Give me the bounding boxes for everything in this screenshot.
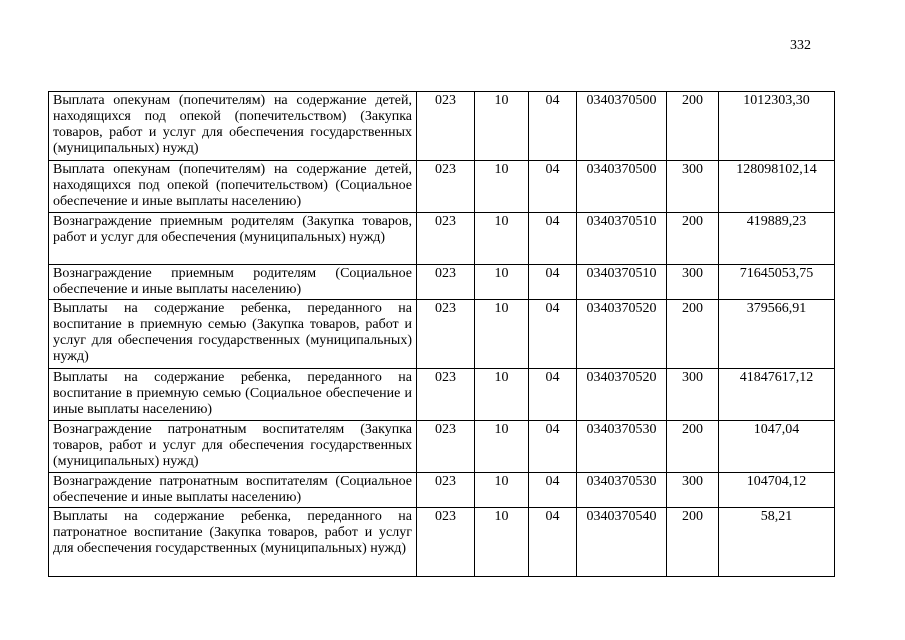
- row-vr: 300: [667, 161, 719, 213]
- row-csr: 0340370540: [577, 508, 667, 577]
- row-ved: 023: [417, 473, 475, 508]
- row-csr: 0340370510: [577, 265, 667, 300]
- table-row: [49, 300, 835, 369]
- row-description: Вознаграждение патронатным воспитателям (Закупка товаров, работ и услуг для обеспечения государственных (муниципальных) нужд): [49, 421, 417, 473]
- row-csr: 0340370510: [577, 213, 667, 265]
- row-vr: 200: [667, 300, 719, 369]
- row-vr: 300: [667, 473, 719, 508]
- row-pr: 04: [529, 508, 577, 577]
- row-csr: 0340370530: [577, 421, 667, 473]
- row-pr: 04: [529, 213, 577, 265]
- row-rz: 10: [475, 421, 529, 473]
- row-description: Выплаты на содержание ребенка, переданного на патронатное воспитание (Закупка товаров, работ и услуг для обеспечения государственных (муниципальных) нужд): [49, 508, 417, 577]
- row-csr: 0340370500: [577, 161, 667, 213]
- row-ved: 023: [417, 369, 475, 421]
- row-vr: 300: [667, 265, 719, 300]
- row-pr: 04: [529, 265, 577, 300]
- row-sum: 1047,04: [719, 421, 835, 473]
- row-rz: 10: [475, 92, 529, 161]
- page-number: 332: [790, 38, 811, 53]
- row-vr: 200: [667, 421, 719, 473]
- row-ved: 023: [417, 265, 475, 300]
- row-sum: 58,21: [719, 508, 835, 577]
- row-sum: 128098102,14: [719, 161, 835, 213]
- row-vr: 200: [667, 92, 719, 161]
- row-pr: 04: [529, 300, 577, 369]
- table-row: [49, 473, 835, 508]
- row-sum: 104704,12: [719, 473, 835, 508]
- row-rz: 10: [475, 508, 529, 577]
- row-csr: 0340370500: [577, 92, 667, 161]
- row-pr: 04: [529, 92, 577, 161]
- row-rz: 10: [475, 161, 529, 213]
- row-ved: 023: [417, 161, 475, 213]
- row-pr: 04: [529, 421, 577, 473]
- row-description: Вознаграждение приемным родителям (Закупка товаров, работ и услуг для обеспечения (муниципальных) нужд): [49, 213, 417, 265]
- row-pr: 04: [529, 161, 577, 213]
- row-description: Вознаграждение патронатным воспитателям (Социальное обеспечение и иные выплаты населению): [49, 473, 417, 508]
- table-row: [49, 508, 835, 577]
- row-rz: 10: [475, 369, 529, 421]
- row-vr: 200: [667, 213, 719, 265]
- row-vr: 300: [667, 369, 719, 421]
- row-ved: 023: [417, 213, 475, 265]
- row-sum: 71645053,75: [719, 265, 835, 300]
- table-row: [49, 369, 835, 421]
- row-ved: 023: [417, 92, 475, 161]
- row-rz: 10: [475, 265, 529, 300]
- row-sum: 1012303,30: [719, 92, 835, 161]
- row-ved: 023: [417, 421, 475, 473]
- row-sum: 41847617,12: [719, 369, 835, 421]
- row-csr: 0340370530: [577, 473, 667, 508]
- row-csr: 0340370520: [577, 300, 667, 369]
- row-pr: 04: [529, 369, 577, 421]
- table-row: [49, 92, 835, 161]
- row-rz: 10: [475, 213, 529, 265]
- row-description: Выплата опекунам (попечителям) на содержание детей, находящихся под опекой (попечительством) (Закупка товаров, работ и услуг для обеспечения государственных (муниципальных) нужд): [49, 92, 417, 161]
- table-row: [49, 421, 835, 473]
- row-description: Выплата опекунам (попечителям) на содержание детей, находящихся под опекой (попечительством) (Социальное обеспечение и иные выплаты населению): [49, 161, 417, 213]
- row-description: Выплаты на содержание ребенка, переданного на воспитание в приемную семью (Закупка товаров, работ и услуг для обеспечения государственных (муниципальных) нужд): [49, 300, 417, 369]
- row-sum: 379566,91: [719, 300, 835, 369]
- row-sum: 419889,23: [719, 213, 835, 265]
- row-rz: 10: [475, 473, 529, 508]
- row-pr: 04: [529, 473, 577, 508]
- table-row: [49, 161, 835, 213]
- row-vr: 200: [667, 508, 719, 577]
- budget-table: [48, 91, 835, 577]
- table-row: [49, 265, 835, 300]
- row-ved: 023: [417, 300, 475, 369]
- table-row: [49, 213, 835, 265]
- row-description: Вознаграждение приемным родителям (Социальное обеспечение и иные выплаты населению): [49, 265, 417, 300]
- row-csr: 0340370520: [577, 369, 667, 421]
- row-rz: 10: [475, 300, 529, 369]
- row-ved: 023: [417, 508, 475, 577]
- row-description: Выплаты на содержание ребенка, переданного на воспитание в приемную семью (Социальное обеспечение и иные выплаты населению): [49, 369, 417, 421]
